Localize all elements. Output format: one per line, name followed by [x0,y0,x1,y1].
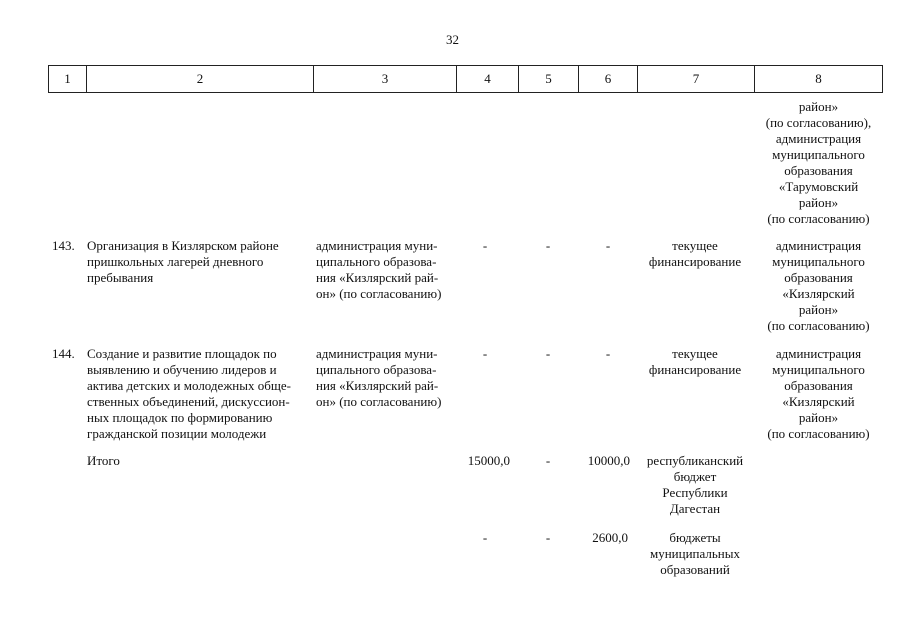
header-col-2: 2 [86,66,313,92]
row-143-executor: администрация муни- ципального образова- ния «Кизлярский рай- он» (по согласованию) [316,238,442,301]
total-line1-col6: 10000,0 [587,453,630,468]
row-143-col5: - [545,238,551,253]
header-col-1: 1 [48,66,86,92]
row-144-number: 144. [52,346,75,361]
total-line2-col4: - [482,530,488,545]
row-144-col4: - [482,346,488,361]
total-line1-col7: республиканский бюджет Республики Дагестан [646,453,744,516]
row-144-executor: администрация муни- ципального образова- ния «Кизлярский рай- он» (по согласованию) [316,346,442,409]
row-143-col4: - [482,238,488,253]
header-col-8: 8 [754,66,883,92]
header-col-3: 3 [313,66,456,92]
header-col-7: 7 [637,66,754,92]
header-col-5: 5 [518,66,578,92]
row-144-description: Создание и развитие площадок по выявлению и обучению лидеров и актива детских и молодежных обще- ственных объединений, дискуссион- ных площадок по формированию гражданской позиции молодежи [87,346,291,441]
row-143-col8: администрация муниципального образования «Кизлярский район» (по согласованию) [767,238,870,333]
header-col-6: 6 [578,66,637,92]
row-143-col7: текущее финансирование [648,238,742,269]
row-144-col7: текущее финансирование [648,346,742,377]
row-143-col6: - [605,238,611,253]
row-144-col8: администрация муниципального образования «Кизлярский район» (по согласованию) [767,346,870,441]
total-label: Итого [87,453,120,468]
table-header [48,65,883,93]
row-144-col5: - [545,346,551,361]
total-line2-col5: - [545,530,551,545]
header-col-4: 4 [456,66,518,92]
continuation-col8: район» (по согласованию), администрация муниципального образования «Тарумовский район» (по согласованию) [765,99,872,226]
total-line2-col6: 2600,0 [592,530,628,545]
page-number: 32 [446,32,459,47]
row-144-col6: - [605,346,611,361]
total-line2-col7: бюджеты муниципальных образований [649,530,740,577]
total-line1-col5: - [545,453,551,468]
row-143-description: Организация в Кизлярском районе пришкольных лагерей дневного пребывания [87,238,279,285]
total-line1-col4: 15000,0 [467,453,510,468]
row-143-number: 143. [52,238,75,253]
